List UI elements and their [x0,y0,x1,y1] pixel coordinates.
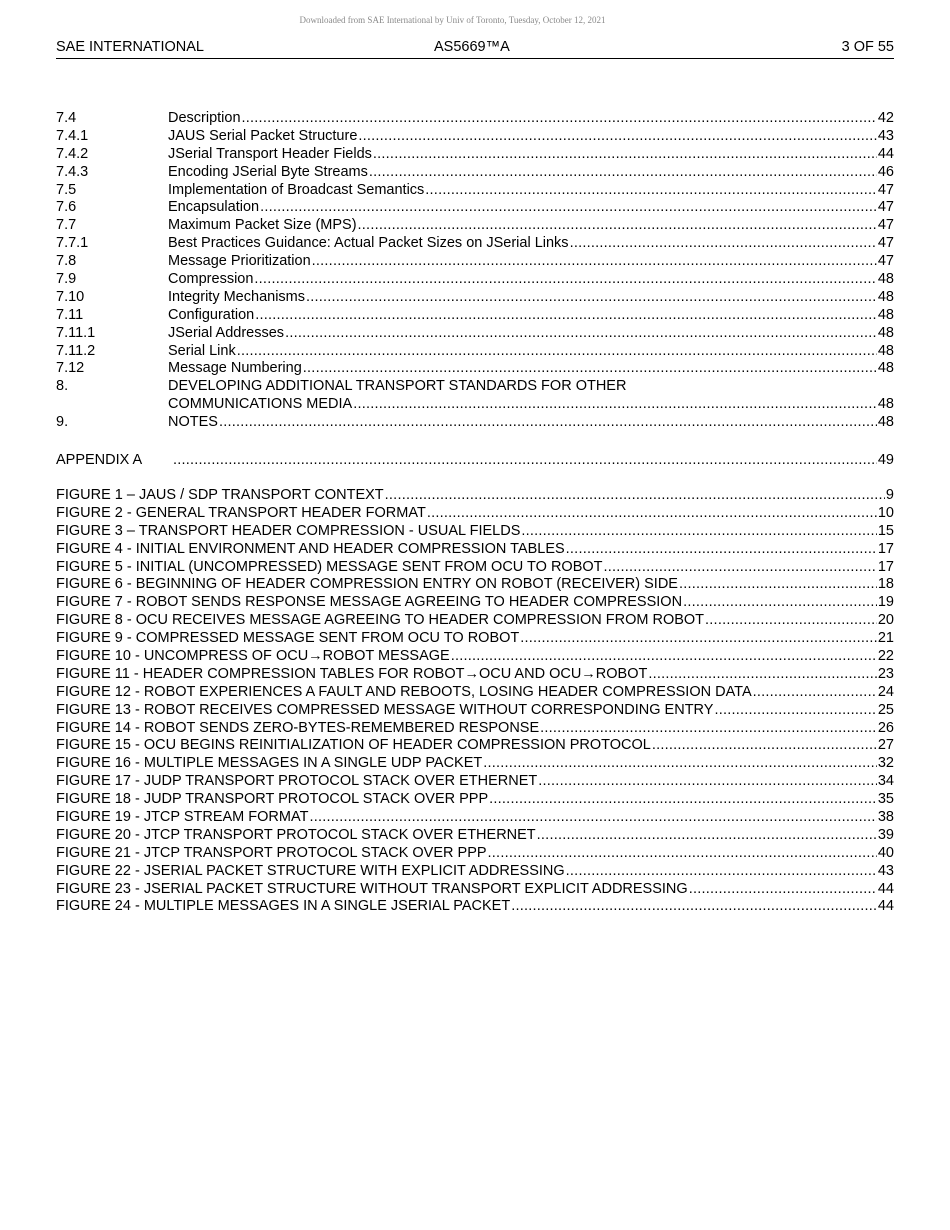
figure-entry[interactable] [56,702,894,720]
dot-leader [255,307,877,325]
dot-leader [219,414,877,432]
toc-entry[interactable] [56,360,894,378]
figure-page-number: 44 [877,880,894,897]
dot-leader [679,576,877,594]
dot-leader [488,845,877,863]
toc-entry[interactable] [56,253,894,271]
dot-leader [353,396,877,414]
figure-title: FIGURE 20 - JTCP TRANSPORT PROTOCOL STACK OVER ETHERNET [56,826,536,843]
dot-leader [566,541,877,559]
figure-title: FIGURE 22 - JSERIAL PACKET STRUCTURE WITH EXPLICIT ADDRESSING [56,862,565,879]
toc-page-number: 47 [877,199,894,216]
dot-leader [511,898,877,916]
figure-title: FIGURE 24 - MULTIPLE MESSAGES IN A SINGLE JSERIAL PACKET [56,898,511,915]
appendix-label: APPENDIX A [56,452,143,468]
toc-page-number: 47 [877,181,894,198]
figure-entry[interactable] [56,648,894,666]
toc-entry[interactable] [56,199,894,217]
dot-leader [173,452,877,470]
toc-page-number: 47 [877,253,894,270]
dot-leader [254,271,876,289]
dot-leader [489,791,877,809]
figure-title: FIGURE 2 - GENERAL TRANSPORT HEADER FORMAT [56,504,426,521]
dot-leader [520,630,877,648]
toc-entry[interactable] [56,414,894,432]
figure-title: FIGURE 21 - JTCP TRANSPORT PROTOCOL STACK OVER PPP [56,844,487,861]
figure-title: FIGURE 14 - ROBOT SENDS ZERO-BYTES-REMEMBERED RESPONSE [56,719,540,736]
figure-entry[interactable] [56,576,894,594]
figure-title: FIGURE 18 - JUDP TRANSPORT PROTOCOL STACK OVER PPP [56,791,489,808]
toc-entry[interactable] [56,110,894,128]
figure-entry[interactable] [56,505,894,523]
header-org: SAE INTERNATIONAL [56,39,204,55]
toc-section-number: 7.7 [56,217,77,234]
figure-entry[interactable] [56,720,894,738]
figure-page-number: 35 [877,791,894,808]
dot-leader [537,827,877,845]
toc-entry[interactable] [56,146,894,164]
figure-page-number: 40 [877,844,894,861]
dot-leader [705,612,877,630]
figure-title: FIGURE 1 – JAUS / SDP TRANSPORT CONTEXT [56,487,384,503]
dot-leader [369,164,877,182]
toc-page-number: 48 [877,414,894,431]
figure-entry[interactable] [56,487,894,505]
toc-appendix-entry[interactable] [56,452,894,470]
toc-entry[interactable] [56,289,894,307]
figure-title: FIGURE 4 - INITIAL ENVIRONMENT AND HEADER COMPRESSION TABLES [56,540,565,557]
figure-page-number: 22 [877,648,894,665]
figure-entry[interactable] [56,881,894,899]
toc-section-title-line1: DEVELOPING ADDITIONAL TRANSPORT STANDARDS FOR OTHER [168,378,627,395]
figure-entry[interactable] [56,630,894,648]
toc-section-number: 7.5 [56,181,77,198]
toc-section-title: JSerial Addresses [168,324,285,341]
figure-title: FIGURE 8 - OCU RECEIVES MESSAGE AGREEING TO HEADER COMPRESSION FROM ROBOT [56,612,705,629]
figure-title: FIGURE 10 - UNCOMPRESS OF OCU→ROBOT MESSAGE [56,648,450,665]
toc-section-title: Serial Link [168,342,236,359]
toc-section-number: 7.6 [56,199,77,216]
toc-entry[interactable] [56,164,894,182]
dot-leader [648,666,877,684]
figure-page-number: 27 [877,737,894,754]
figure-entry[interactable] [56,523,894,541]
toc-entry[interactable] [56,343,894,361]
figure-entry[interactable] [56,809,894,827]
dot-leader [358,128,876,146]
figure-entry[interactable] [56,684,894,702]
figure-entry[interactable] [56,737,894,755]
figure-page-number: 32 [877,755,894,772]
dot-leader [237,343,877,361]
figure-page-number: 38 [877,809,894,826]
toc-section-title: Encapsulation [168,199,260,216]
toc-section-number: 7.9 [56,271,77,288]
toc-section-title: JAUS Serial Packet Structure [168,127,358,144]
dot-leader [652,737,877,755]
figure-page-number: 24 [877,683,894,700]
toc-section-number: 7.4.2 [56,145,89,162]
dot-leader [427,505,877,523]
dot-leader [260,199,877,217]
figure-entry[interactable] [56,773,894,791]
toc-section-number: 7.12 [56,360,85,377]
dot-leader [483,755,877,773]
toc-section-title: Best Practices Guidance: Actual Packet Sizes on JSerial Links [168,235,569,252]
figure-title: FIGURE 16 - MULTIPLE MESSAGES IN A SINGLE UDP PACKET [56,755,483,772]
figure-title: FIGURE 6 - BEGINNING OF HEADER COMPRESSION ENTRY ON ROBOT (RECEIVER) SIDE [56,576,678,593]
dot-leader [689,881,877,899]
table-of-contents [56,110,894,432]
dot-leader [683,594,877,612]
toc-entry[interactable] [56,307,894,325]
figure-page-number: 34 [877,773,894,790]
figure-entry[interactable] [56,559,894,577]
figure-title: FIGURE 23 - JSERIAL PACKET STRUCTURE WITHOUT TRANSPORT EXPLICIT ADDRESSING [56,880,688,897]
dot-leader [373,146,877,164]
figure-title: FIGURE 17 - JUDP TRANSPORT PROTOCOL STACK OVER ETHERNET [56,773,538,790]
dot-leader [425,182,877,200]
dot-leader [306,289,877,307]
toc-section-title: Compression [168,271,254,288]
figure-page-number: 18 [877,576,894,593]
figure-page-number: 26 [877,719,894,736]
figure-page-number: 17 [877,558,894,575]
dot-leader [309,809,876,827]
page-header [56,38,894,59]
figure-title: FIGURE 9 - COMPRESSED MESSAGE SENT FROM OCU TO ROBOT [56,630,520,647]
figure-entry[interactable] [56,755,894,773]
toc-entry[interactable] [56,217,894,235]
toc-section-title: Description [168,110,241,126]
toc-section-title: Message Prioritization [168,253,311,270]
figure-title: FIGURE 19 - JTCP STREAM FORMAT [56,809,309,826]
toc-page-number: 48 [877,271,894,288]
dot-leader [312,253,877,271]
toc-page-number: 48 [877,360,894,377]
figure-page-number: 44 [877,898,894,915]
figure-title: FIGURE 5 - INITIAL (UNCOMPRESSED) MESSAGE SENT FROM OCU TO ROBOT [56,558,603,575]
toc-section-number: 8. [56,378,69,395]
toc-page-number: 47 [877,217,894,234]
list-of-figures [56,487,894,916]
toc-page-number: 48 [877,306,894,323]
figure-page-number: 21 [877,630,894,647]
figure-page-number: 19 [877,594,894,611]
figure-title: FIGURE 11 - HEADER COMPRESSION TABLES FOR ROBOT→OCU AND OCU→ROBOT [56,665,648,682]
toc-page-number: 42 [877,110,894,126]
figure-entry[interactable] [56,845,894,863]
figure-page-number: 39 [877,826,894,843]
toc-entry[interactable] [56,271,894,289]
dot-leader [540,720,877,738]
toc-entry[interactable] [56,325,894,343]
dot-leader [753,684,877,702]
toc-section-number: 7.4.3 [56,163,89,180]
toc-section-title: COMMUNICATIONS MEDIA [168,396,353,413]
dot-leader [303,360,877,378]
toc-section-title: Encoding JSerial Byte Streams [168,163,368,180]
figure-title: FIGURE 13 - ROBOT RECEIVES COMPRESSED MESSAGE WITHOUT CORRESPONDING ENTRY [56,701,714,718]
toc-page-number: 44 [877,145,894,162]
dot-leader [570,235,877,253]
toc-page-number: 46 [877,163,894,180]
dot-leader [604,559,877,577]
dot-leader [242,110,877,128]
toc-entry[interactable] [56,182,894,200]
header-page-number: 3 OF 55 [841,39,894,55]
figure-entry[interactable] [56,898,894,916]
toc-page-number: 48 [877,396,894,413]
toc-page-number: 48 [877,288,894,305]
dot-leader [538,773,877,791]
toc-entry[interactable] [56,378,894,414]
figure-page-number: 10 [877,504,894,521]
toc-section-number: 7.11.1 [56,324,96,341]
figure-title: FIGURE 15 - OCU BEGINS REINITIALIZATION OF HEADER COMPRESSION PROTOCOL [56,737,651,754]
figure-page-number: 9 [885,487,894,503]
figure-page-number: 25 [877,701,894,718]
figure-title: FIGURE 12 - ROBOT EXPERIENCES A FAULT AND REBOOTS, LOSING HEADER COMPRESSION DATA [56,683,752,700]
figure-page-number: 43 [877,862,894,879]
toc-entry[interactable] [56,235,894,253]
toc-page-number: 48 [877,342,894,359]
toc-section-number: 7.11 [56,306,84,323]
figure-page-number: 17 [877,540,894,557]
dot-leader [714,702,876,720]
figure-page-number: 20 [877,612,894,629]
toc-section-title: JSerial Transport Header Fields [168,145,372,162]
header-doc-id: AS5669™A [434,39,510,55]
toc-section-number: 7.11.2 [56,342,96,359]
toc-entry[interactable] [56,128,894,146]
toc-section-number: 7.4 [56,110,77,126]
figure-entry[interactable] [56,612,894,630]
figure-page-number: 15 [877,522,894,539]
dot-leader [566,863,877,881]
toc-section-number: 9. [56,414,69,431]
toc-page-number: 48 [877,324,894,341]
toc-section-number: 7.8 [56,253,77,270]
figure-title: FIGURE 3 – TRANSPORT HEADER COMPRESSION - USUAL FIELDS [56,522,521,539]
figure-entry[interactable] [56,791,894,809]
dot-leader [358,217,877,235]
dot-leader [285,325,877,343]
figure-entry[interactable] [56,827,894,845]
toc-section-title: NOTES [168,414,218,431]
dot-leader [451,648,877,666]
toc-section-title: Message Numbering [168,360,302,377]
toc-section-title: Configuration [168,306,255,323]
toc-section-number: 7.7.1 [56,235,89,252]
dot-leader [385,487,885,505]
dot-leader [521,523,876,541]
download-watermark: Downloaded from SAE International by Univ of Toronto, Tuesday, October 12, 2021 [299,15,606,25]
toc-section-number: 7.10 [56,288,85,305]
figure-entry[interactable] [56,666,894,684]
toc-section-title: Integrity Mechanisms [168,288,305,305]
figure-entry[interactable] [56,594,894,612]
toc-section-title: Implementation of Broadcast Semantics [168,181,425,198]
toc-section-number: 7.4.1 [56,127,89,144]
figure-entry[interactable] [56,541,894,559]
toc-page-number: 47 [877,235,894,252]
toc-section-title: Maximum Packet Size (MPS) [168,217,357,234]
appendix-page: 49 [877,452,894,468]
figure-page-number: 23 [877,665,894,682]
figure-entry[interactable] [56,863,894,881]
figure-title: FIGURE 7 - ROBOT SENDS RESPONSE MESSAGE AGREEING TO HEADER COMPRESSION [56,594,683,611]
toc-page-number: 43 [877,127,894,144]
